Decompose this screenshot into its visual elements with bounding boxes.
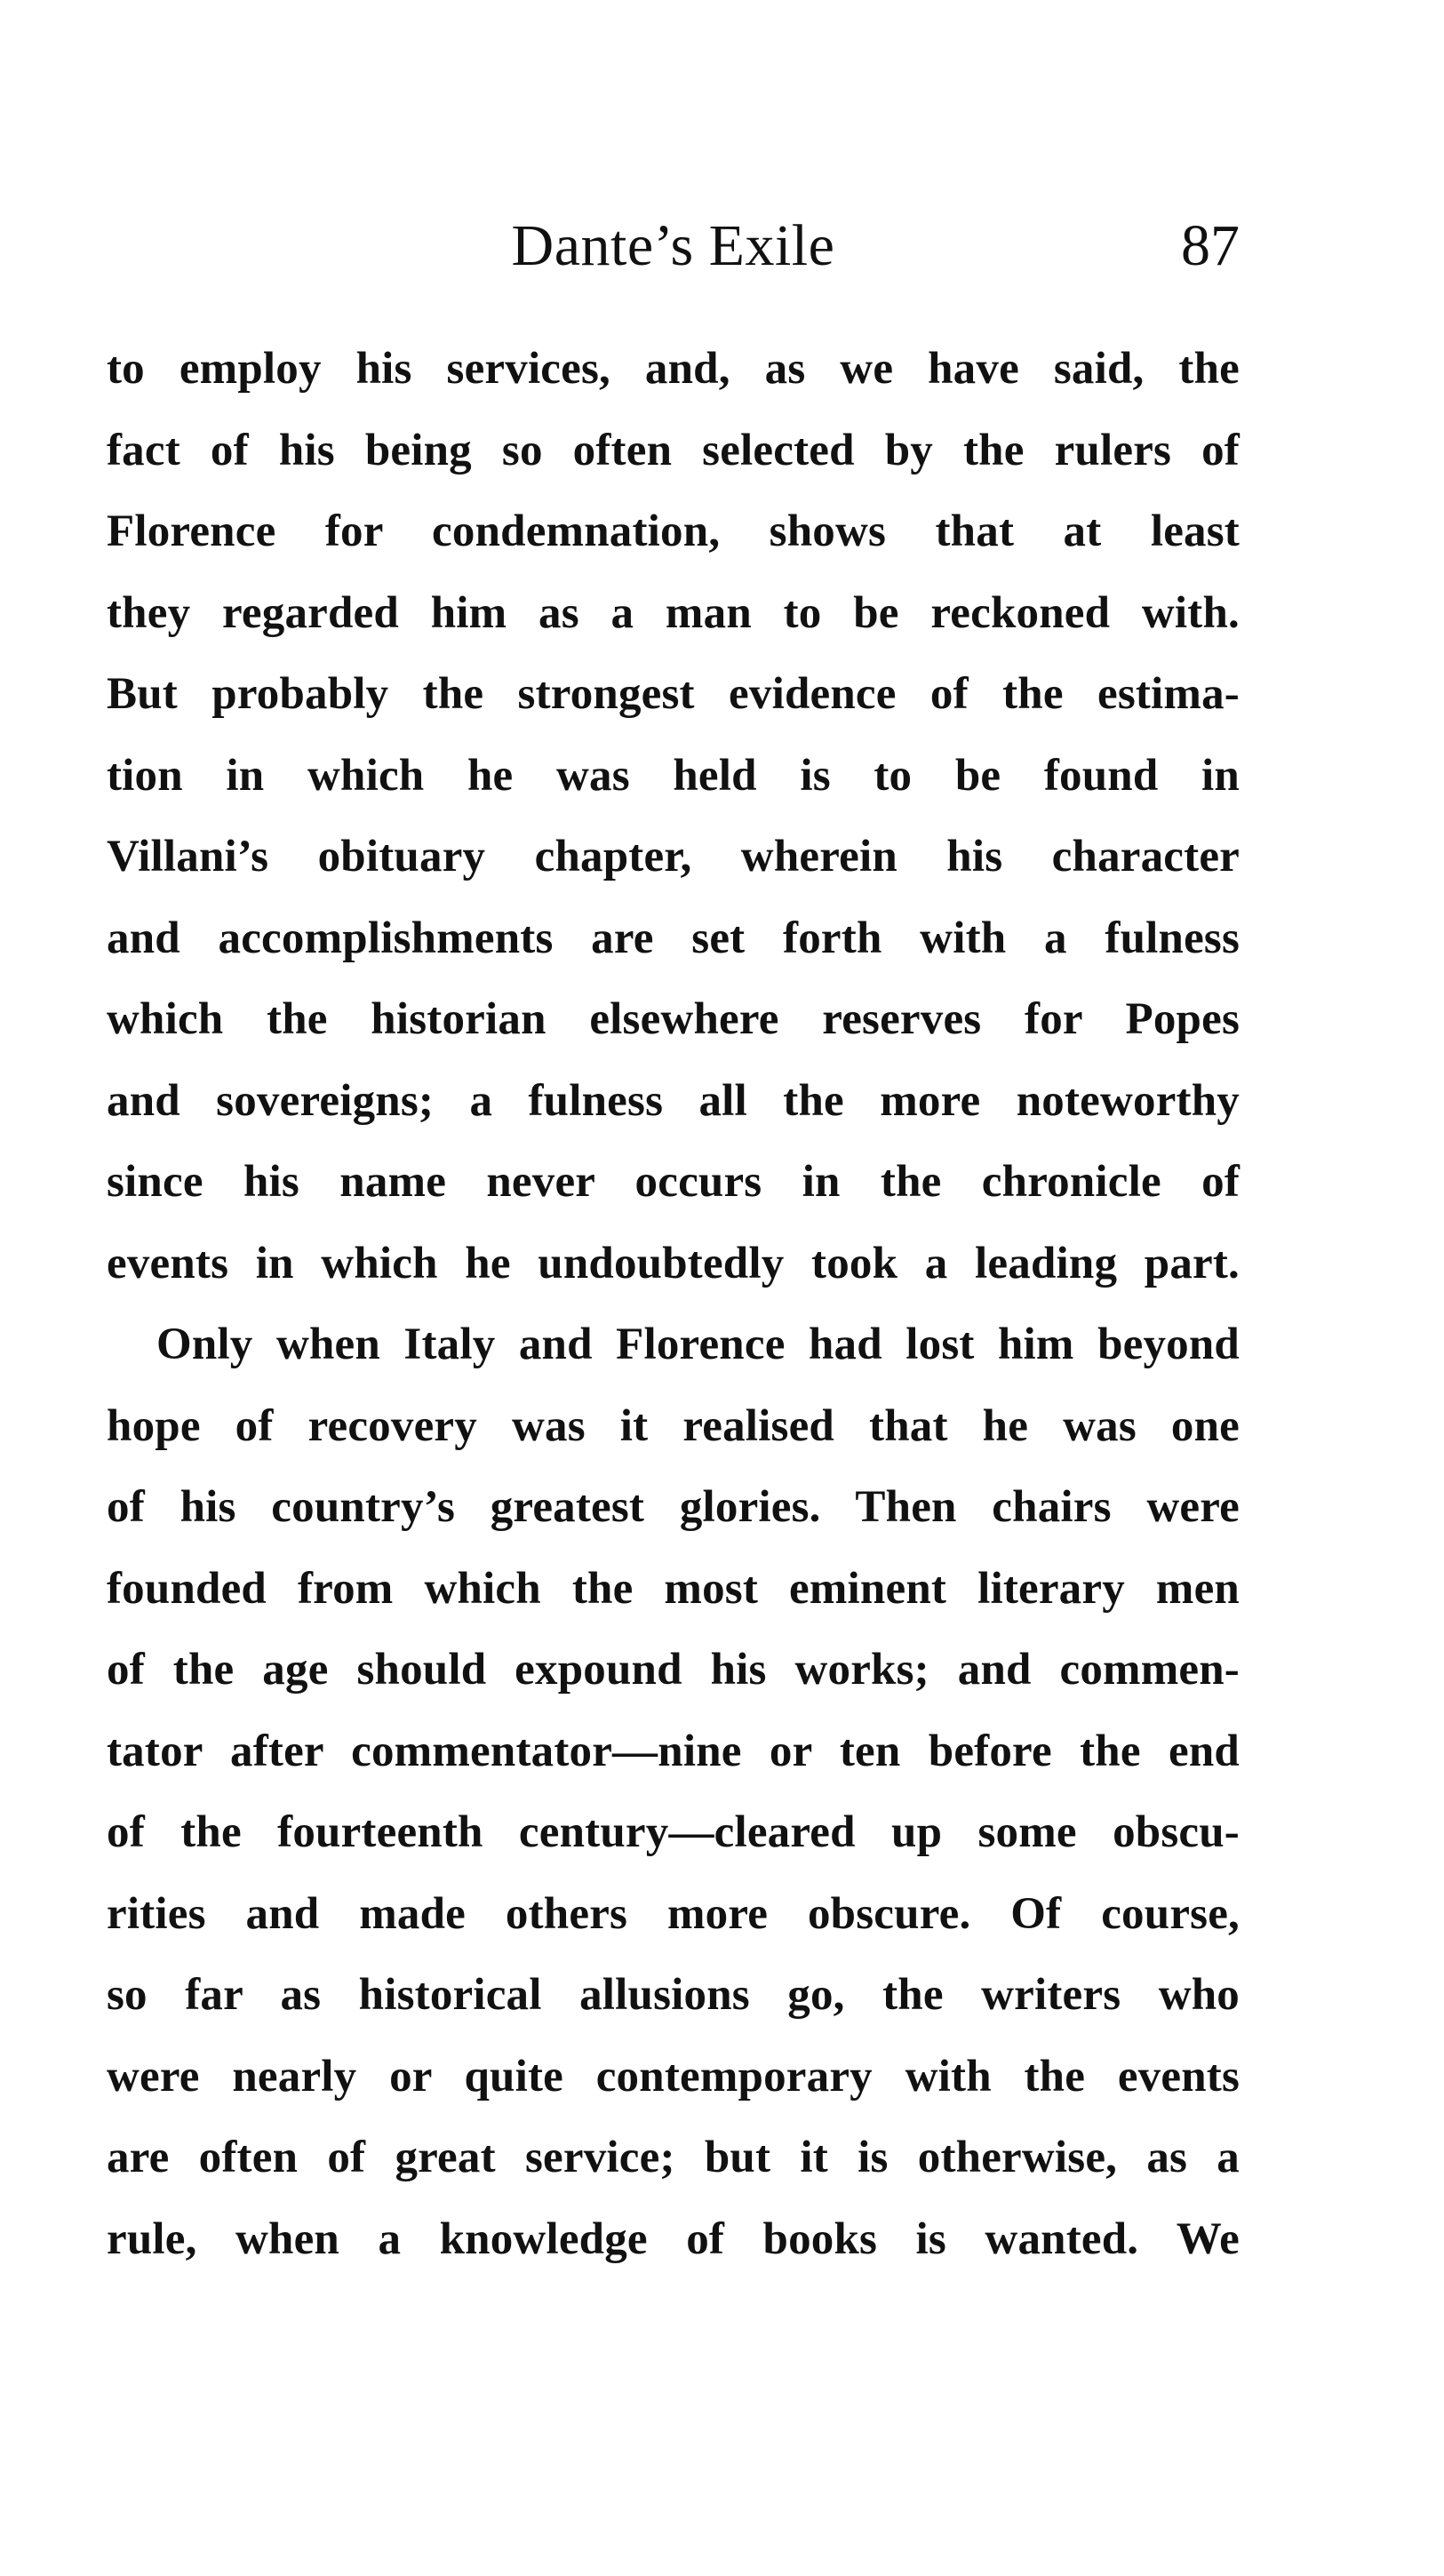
text-line: But probably the strongest evidence of the estima-	[107, 669, 1240, 719]
body-text	[107, 329, 1240, 2280]
paragraph-first-line: Only when Italy and Florence had lost him beyond	[156, 1320, 1240, 1369]
text-line: they regarded him as a man to be reckoned with.	[107, 587, 1240, 638]
text-line: are often of great service; but it is otherwise, as a	[107, 2133, 1240, 2182]
running-head	[107, 206, 1240, 286]
text-line: tion in which he was held is to be found in	[107, 750, 1240, 801]
paragraph-last-line: events in which he undoubtedly took a leading part.	[107, 1238, 1240, 1288]
page-number: 87	[1181, 213, 1240, 278]
text-line: Villani’s obituary chapter, wherein his character	[107, 832, 1240, 881]
text-line: and accomplishments are set forth with a fulness	[107, 913, 1240, 963]
text-line: to employ his services, and, as we have said, the	[107, 344, 1240, 394]
text-line: of the fourteenth century—cleared up some obscu-	[107, 1807, 1240, 1857]
text-line: hope of recovery was it realised that he was one	[107, 1400, 1240, 1451]
text-line: were nearly or quite contemporary with the events	[107, 2051, 1240, 2101]
text-line: of his country’s greatest glories. Then chairs were	[107, 1482, 1240, 1532]
text-line: since his name never occurs in the chronicle of	[107, 1157, 1240, 1207]
text-line: of the age should expound his works; and commen-	[107, 1645, 1240, 1695]
text-line: fact of his being so often selected by the rulers of	[107, 425, 1240, 475]
text-line: and sovereigns; a fulness all the more noteworthy	[107, 1075, 1240, 1126]
text-line: founded from which the most eminent literary men	[107, 1563, 1240, 1614]
text-line: tator after commentator—nine or ten before the end	[107, 1726, 1240, 1776]
running-title: Dante’s Exile	[511, 213, 835, 278]
text-line: rities and made others more obscure. Of course,	[107, 1888, 1240, 1939]
text-line: which the historian elsewhere reserves for Popes	[107, 994, 1240, 1044]
text-line: Florence for condemnation, shows that at least	[107, 506, 1240, 556]
text-line: so far as historical allusions go, the writers who	[107, 1970, 1240, 2020]
text-line: rule, when a knowledge of books is wanted. We	[107, 2213, 1240, 2264]
